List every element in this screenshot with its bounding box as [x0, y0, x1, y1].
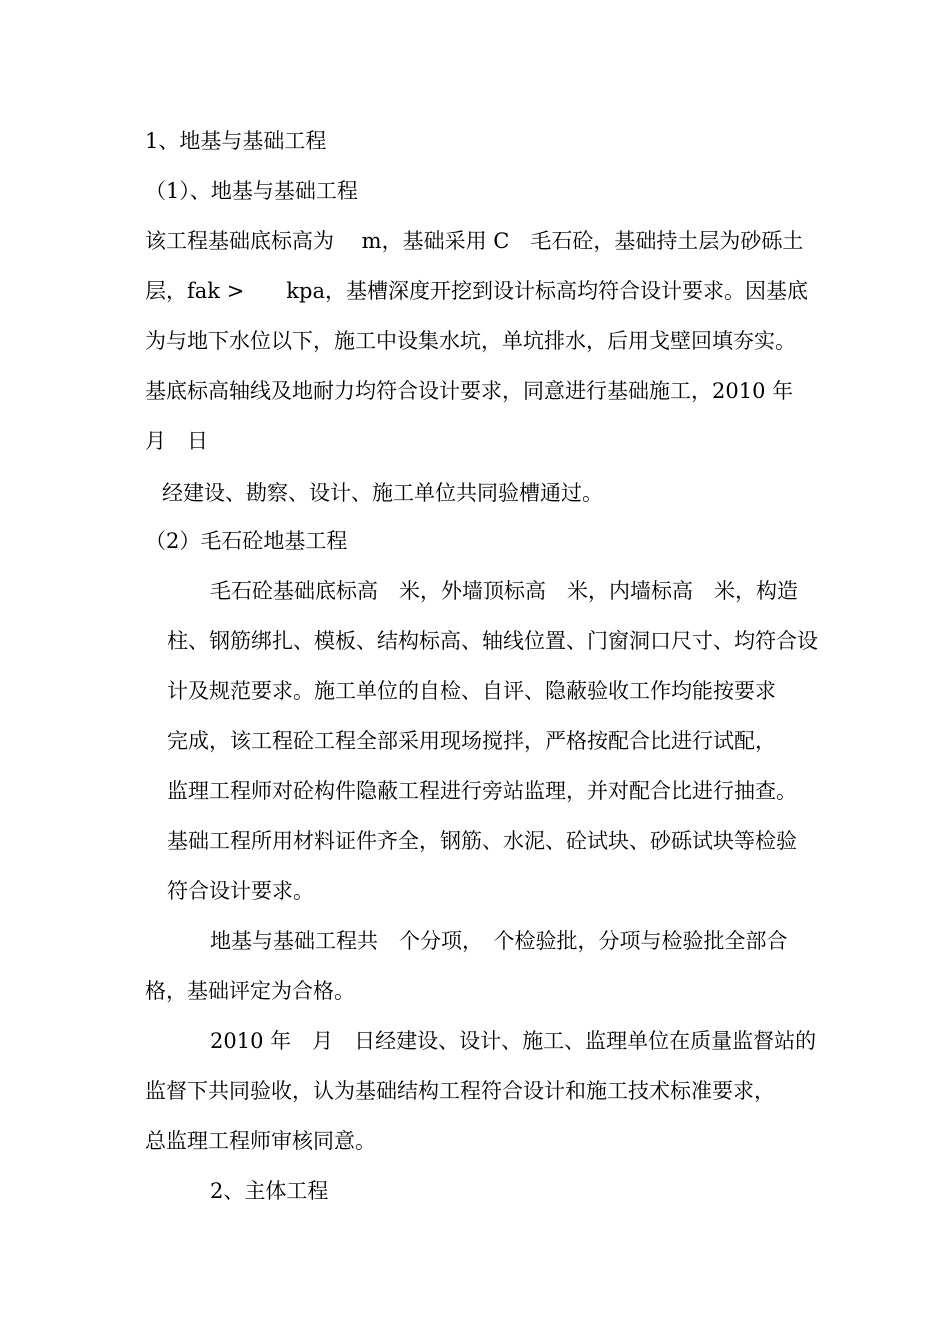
paragraph-line: 月 日	[145, 429, 208, 453]
section-heading-main-structure: 2、主体工程	[210, 1179, 329, 1203]
paragraph-line: 地基与基础工程共 个分项， 个检验批，分项与检验批全部合	[210, 929, 788, 953]
section-heading-foundation: 1、地基与基础工程	[145, 129, 327, 153]
paragraph-line: 毛石砼基础底标高 米，外墙顶标高 米，内墙标高 米，构造	[210, 579, 798, 603]
paragraph-line: 基底标高轴线及地耐力均符合设计要求，同意进行基础施工，2010 年	[145, 379, 794, 403]
paragraph-line: 经建设、勘察、设计、施工单位共同验槽通过。	[162, 481, 603, 505]
subsection-heading-foundation: （1）、地基与基础工程	[145, 179, 358, 203]
paragraph-line: 符合设计要求。	[167, 879, 314, 903]
paragraph-line: 该工程基础底标高为 m，基础采用 C 毛石砼，基础持土层为砂砾土	[145, 229, 804, 253]
subsection-heading-rubble-concrete: （2）毛石砼地基工程	[145, 529, 348, 553]
paragraph-line: 监督下共同验收，认为基础结构工程符合设计和施工技术标准要求，	[145, 1079, 775, 1103]
paragraph-line: 格，基础评定为合格。	[145, 979, 355, 1003]
paragraph-line: 柱、钢筋绑扎、模板、结构标高、轴线位置、门窗洞口尺寸、均符合设	[167, 629, 818, 653]
paragraph-line: 完成，该工程砼工程全部采用现场搅拌，严格按配合比进行试配，	[167, 729, 776, 753]
paragraph-line: 为与地下水位以下，施工中设集水坑，单坑排水，后用戈壁回填夯实。	[145, 329, 796, 353]
paragraph-line: 计及规范要求。施工单位的自检、自评、隐蔽验收工作均能按要求	[167, 679, 776, 703]
paragraph-line: 层，fak > kpa，基槽深度开挖到设计标高均符合设计要求。因基底	[145, 279, 808, 303]
paragraph-line: 总监理工程师审核同意。	[145, 1129, 376, 1153]
paragraph-line: 基础工程所用材料证件齐全，钢筋、水泥、砼试块、砂砾试块等检验	[167, 829, 797, 853]
paragraph-line: 2010 年 月 日经建设、设计、施工、监理单位在质量监督站的	[210, 1029, 817, 1053]
paragraph-line: 监理工程师对砼构件隐蔽工程进行旁站监理，并对配合比进行抽查。	[167, 779, 797, 803]
